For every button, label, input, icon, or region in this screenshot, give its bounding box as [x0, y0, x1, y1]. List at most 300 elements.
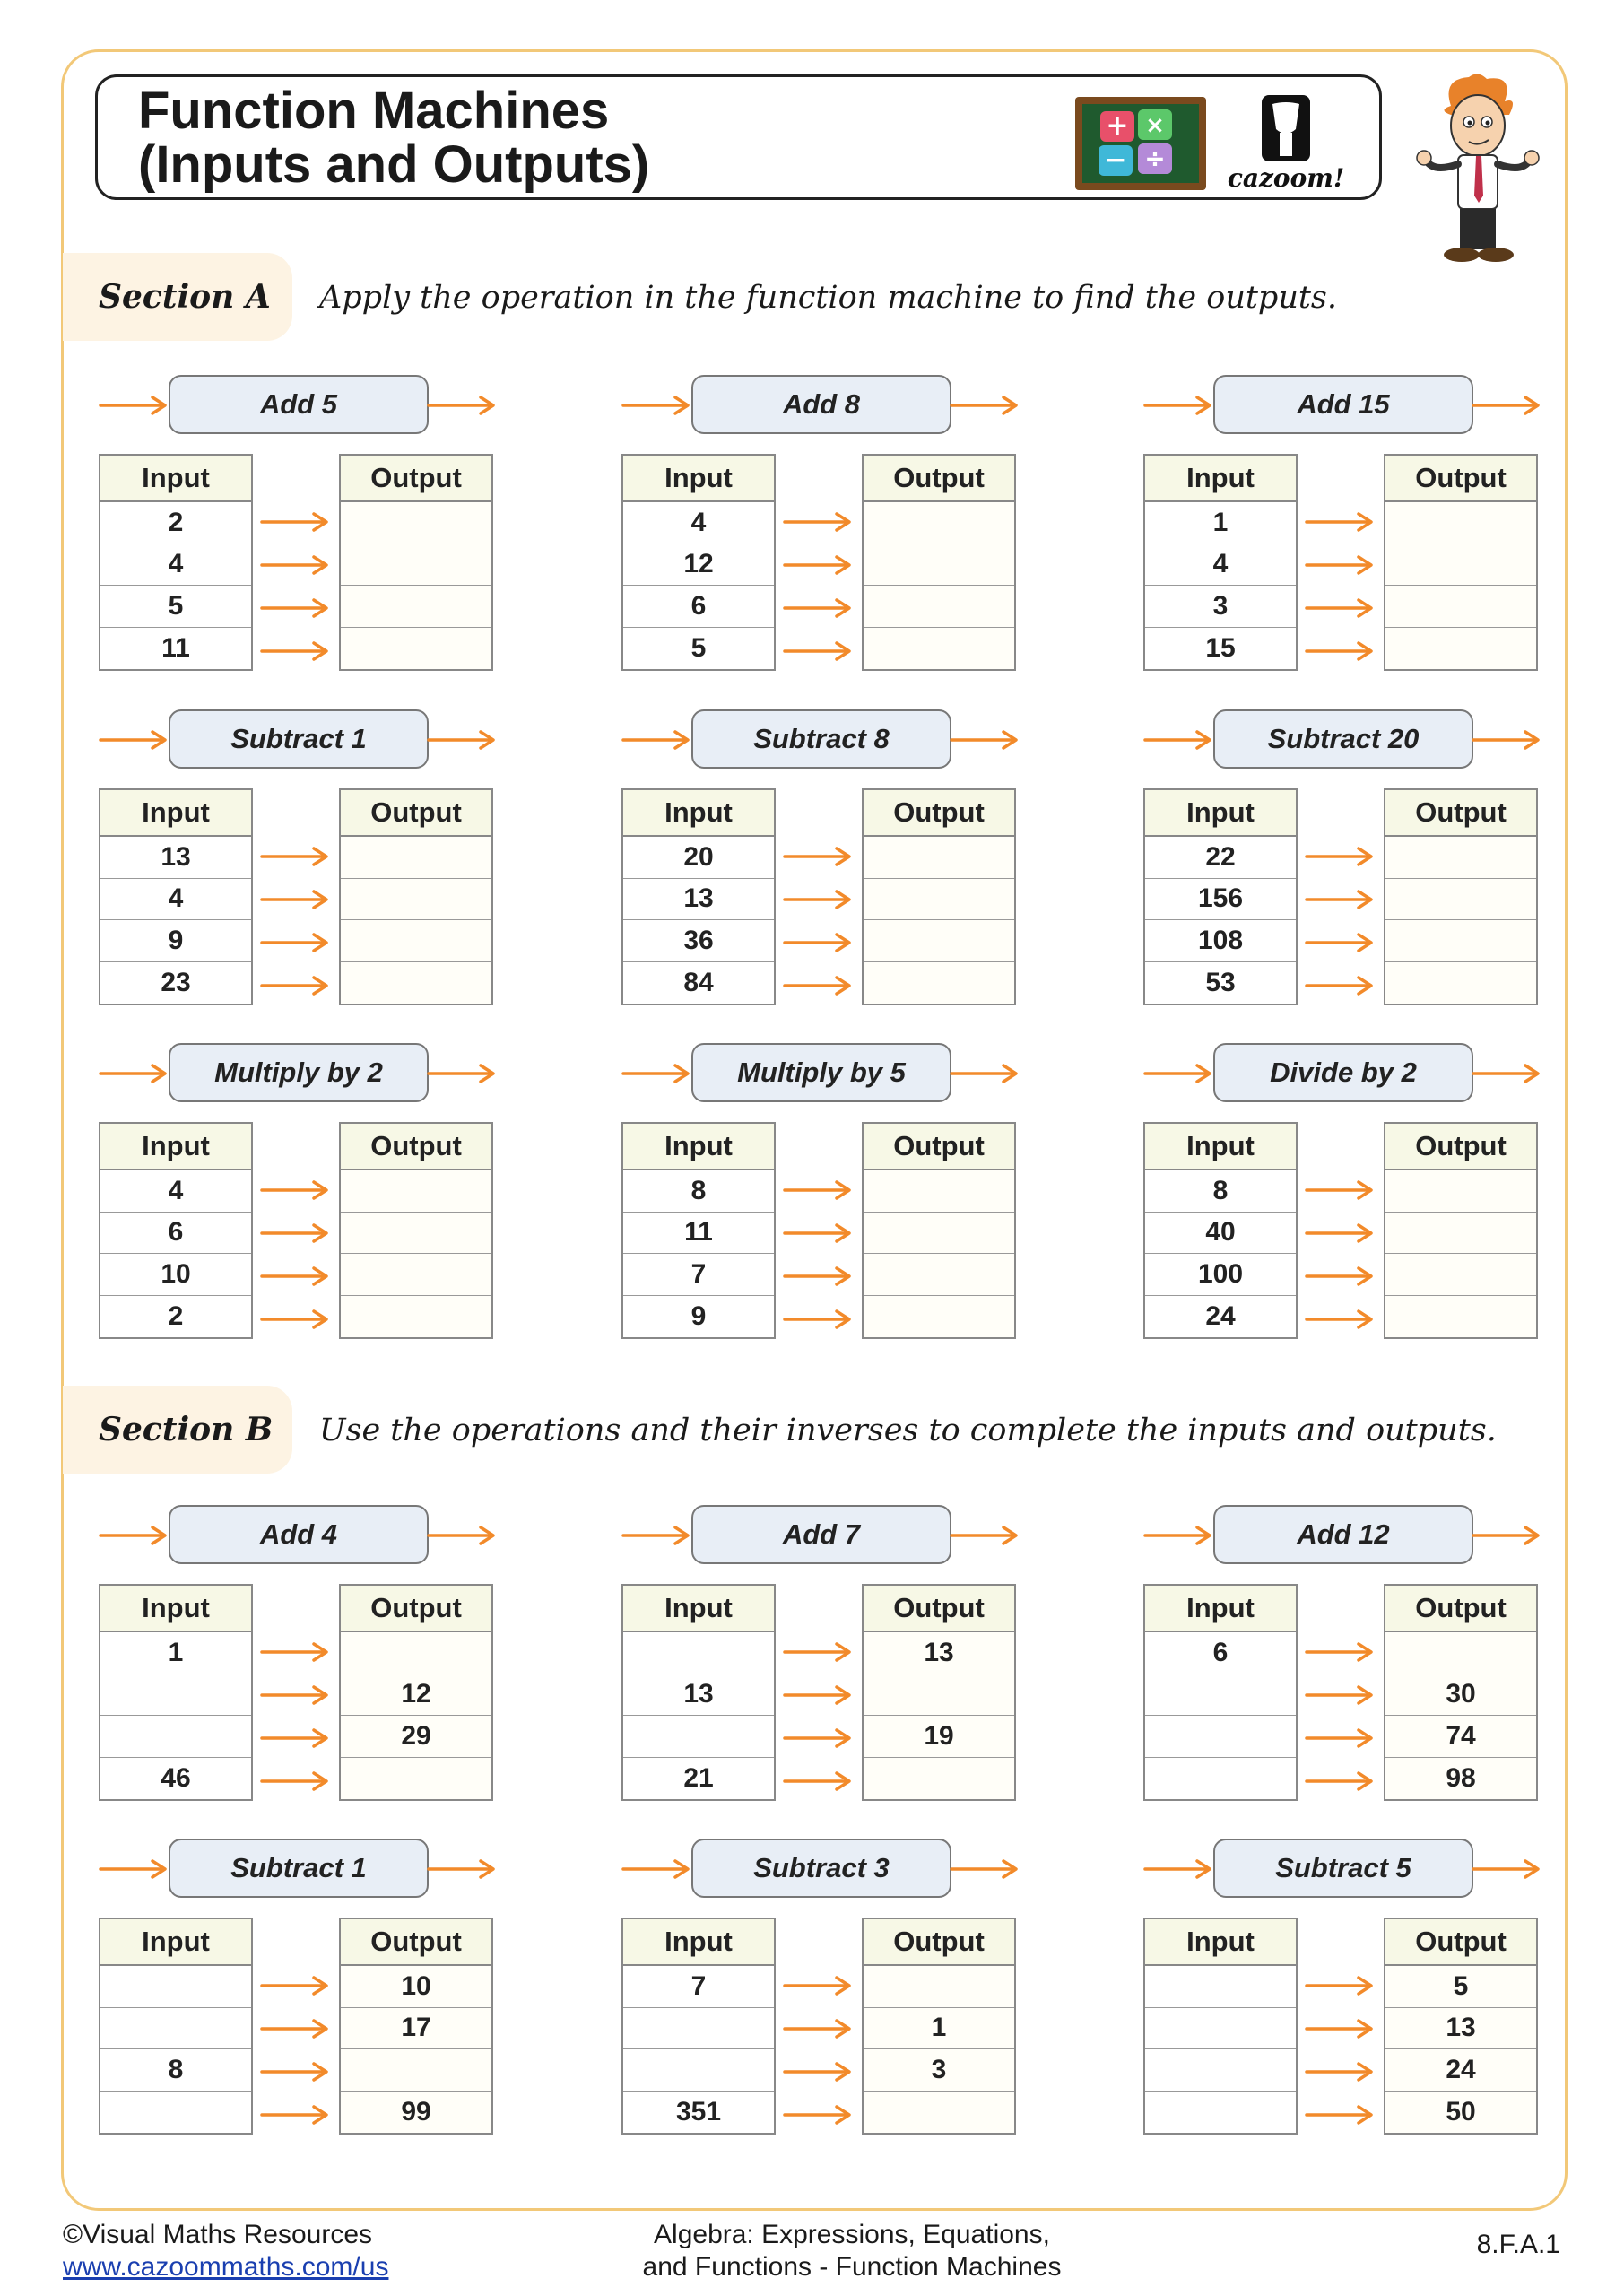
- footer-topic-line-1: Algebra: Expressions, Equations,: [654, 2220, 1050, 2249]
- input-cell: 53: [1145, 962, 1296, 1004]
- output-cell: 10: [341, 1966, 491, 2008]
- arrow-right-icon: [260, 1727, 330, 1749]
- arrow-right-icon: [1305, 554, 1375, 576]
- output-cell[interactable]: [864, 586, 1014, 628]
- output-table: [339, 1584, 493, 1801]
- output-cell[interactable]: [341, 544, 491, 587]
- input-table: [1143, 788, 1298, 1005]
- input-cell: 13: [100, 837, 251, 879]
- input-header: Input: [623, 456, 774, 502]
- output-cell: 30: [1385, 1674, 1536, 1717]
- output-cell: 98: [1385, 1758, 1536, 1800]
- output-cell: 19: [864, 1716, 1014, 1758]
- output-cell[interactable]: [1385, 1170, 1536, 1213]
- svg-text:−: −: [1104, 144, 1127, 176]
- operation-box: Subtract 1: [169, 1839, 429, 1898]
- output-header: Output: [1385, 790, 1536, 837]
- operation-box: Subtract 5: [1213, 1839, 1473, 1898]
- svg-text:+: +: [1106, 110, 1129, 142]
- arrow-right-icon: [260, 597, 330, 619]
- input-cell: 13: [623, 879, 774, 921]
- input-cell: 8: [100, 2049, 251, 2092]
- input-cell: 20: [623, 837, 774, 879]
- output-table: [339, 1122, 493, 1339]
- input-cell: 40: [1145, 1213, 1296, 1255]
- input-header: Input: [623, 1124, 774, 1170]
- arrow-right-icon: [260, 975, 330, 996]
- function-machine: [621, 709, 1025, 1005]
- arrow-right-icon: [783, 1222, 853, 1244]
- arrow-right-icon: [427, 1858, 499, 1880]
- function-machine: [621, 1839, 1025, 2135]
- operation-box: Add 7: [691, 1505, 951, 1564]
- arrow-right-icon: [1472, 729, 1543, 751]
- arrow-right-icon: [1305, 2018, 1375, 2039]
- input-header: Input: [100, 1919, 251, 1966]
- output-table: [1384, 454, 1538, 671]
- output-header: Output: [864, 790, 1014, 837]
- arrow-right-icon: [950, 729, 1021, 751]
- function-machine: [621, 375, 1025, 671]
- output-cell[interactable]: [864, 2092, 1014, 2134]
- arrow-right-icon: [783, 975, 853, 996]
- arrow-right-icon: [783, 640, 853, 662]
- input-cell: 24: [1145, 1296, 1296, 1338]
- arrow-right-icon: [950, 1525, 1021, 1546]
- output-cell[interactable]: [864, 1966, 1014, 2008]
- function-machine: [621, 1505, 1025, 1801]
- arrow-right-icon: [1305, 2061, 1375, 2083]
- function-machine: [99, 1043, 502, 1339]
- output-cell: 13: [1385, 2008, 1536, 2050]
- output-cell[interactable]: [1385, 1254, 1536, 1296]
- output-header: Output: [341, 1919, 491, 1966]
- output-header: Output: [864, 1124, 1014, 1170]
- input-cell: 100: [1145, 1254, 1296, 1296]
- function-machine: [1143, 709, 1547, 1005]
- arrow-right-icon: [99, 729, 170, 751]
- output-cell[interactable]: [341, 920, 491, 962]
- output-cell[interactable]: [864, 502, 1014, 544]
- input-cell[interactable]: [100, 1674, 251, 1717]
- arrow-right-icon: [1305, 975, 1375, 996]
- output-cell[interactable]: [864, 920, 1014, 962]
- operation-box: Divide by 2: [1213, 1043, 1473, 1102]
- input-table: [621, 788, 776, 1005]
- output-table: [862, 454, 1016, 671]
- arrow-right-icon: [99, 1525, 170, 1546]
- arrow-right-icon: [260, 2018, 330, 2039]
- arrow-right-icon: [1305, 1265, 1375, 1287]
- output-header: Output: [864, 1919, 1014, 1966]
- output-cell: 1: [864, 2008, 1014, 2050]
- output-cell[interactable]: [1385, 920, 1536, 962]
- title-line-1: Function Machines: [138, 82, 610, 140]
- output-cell: 50: [1385, 2092, 1536, 2134]
- arrow-right-icon: [1305, 1179, 1375, 1201]
- arrow-right-icon: [783, 1179, 853, 1201]
- output-cell: 3: [864, 2049, 1014, 2092]
- arrow-right-icon: [1305, 932, 1375, 953]
- input-cell: 4: [100, 544, 251, 587]
- function-machine: [1143, 1839, 1547, 2135]
- input-cell[interactable]: [623, 1716, 774, 1758]
- arrow-right-icon: [99, 1858, 170, 1880]
- arrow-right-icon: [1305, 1770, 1375, 1792]
- output-cell[interactable]: [864, 1254, 1014, 1296]
- svg-text:÷: ÷: [1144, 144, 1166, 173]
- output-cell[interactable]: [864, 837, 1014, 879]
- operation-box: Subtract 1: [169, 709, 429, 769]
- arrow-right-icon: [427, 1525, 499, 1546]
- input-header: Input: [1145, 456, 1296, 502]
- arrow-right-icon: [427, 729, 499, 751]
- input-cell[interactable]: [100, 2092, 251, 2134]
- input-header: Input: [100, 1586, 251, 1632]
- arrow-right-icon: [260, 846, 330, 867]
- input-cell: 4: [1145, 544, 1296, 587]
- output-cell[interactable]: [341, 2049, 491, 2092]
- arrow-right-icon: [260, 640, 330, 662]
- output-cell[interactable]: [341, 1758, 491, 1800]
- output-cell: 29: [341, 1716, 491, 1758]
- input-table: [621, 454, 776, 671]
- footer-topic-line-2: and Functions - Function Machines: [642, 2252, 1062, 2282]
- title-line-2: (Inputs and Outputs): [138, 135, 650, 194]
- function-machine: [99, 1505, 502, 1801]
- arrow-right-icon: [1472, 1858, 1543, 1880]
- arrow-right-icon: [99, 395, 170, 416]
- output-cell[interactable]: [864, 879, 1014, 921]
- footer-topic: [583, 2219, 1121, 2283]
- output-cell: 5: [1385, 1966, 1536, 2008]
- arrow-right-icon: [260, 511, 330, 533]
- input-table: [1143, 1122, 1298, 1339]
- footer-copyright: ©Visual Maths Resources: [63, 2220, 373, 2249]
- cazoom-logo: [1223, 93, 1349, 192]
- arrow-right-icon: [783, 2061, 853, 2083]
- arrow-right-icon: [783, 1265, 853, 1287]
- output-cell[interactable]: [864, 628, 1014, 670]
- function-machine: [99, 1839, 502, 2135]
- output-table: [862, 1584, 1016, 1801]
- output-cell[interactable]: [864, 1170, 1014, 1213]
- operation-box: Add 15: [1213, 375, 1473, 434]
- arrow-right-icon: [260, 2104, 330, 2126]
- arrow-right-icon: [621, 395, 693, 416]
- input-cell: 15: [1145, 628, 1296, 670]
- output-table: [1384, 1584, 1538, 1801]
- arrow-right-icon: [621, 1858, 693, 1880]
- operation-box: Subtract 8: [691, 709, 951, 769]
- operation-box: Add 5: [169, 375, 429, 434]
- input-table: [99, 454, 253, 671]
- arrow-right-icon: [783, 1770, 853, 1792]
- input-cell: 351: [623, 2092, 774, 2134]
- output-cell[interactable]: [1385, 586, 1536, 628]
- input-cell: 6: [1145, 1632, 1296, 1674]
- output-header: Output: [1385, 1124, 1536, 1170]
- input-cell: 12: [623, 544, 774, 587]
- output-table: [1384, 1918, 1538, 2135]
- output-cell[interactable]: [1385, 1213, 1536, 1255]
- arrow-right-icon: [260, 1179, 330, 1201]
- output-table: [862, 1918, 1016, 2135]
- output-cell[interactable]: [1385, 837, 1536, 879]
- output-header: Output: [1385, 1919, 1536, 1966]
- section-a-tab: [63, 253, 292, 341]
- input-table: [99, 1584, 253, 1801]
- arrow-right-icon: [950, 395, 1021, 416]
- output-cell[interactable]: [341, 879, 491, 921]
- output-cell[interactable]: [1385, 879, 1536, 921]
- input-header: Input: [100, 456, 251, 502]
- arrow-right-icon: [1305, 1222, 1375, 1244]
- arrow-right-icon: [1305, 597, 1375, 619]
- output-cell: 17: [341, 2008, 491, 2050]
- input-cell: 5: [623, 628, 774, 670]
- input-cell: 2: [100, 502, 251, 544]
- footer-standard-code: 8.F.A.1: [1476, 2230, 1560, 2259]
- output-table: [339, 454, 493, 671]
- arrow-right-icon: [1305, 1727, 1375, 1749]
- input-cell[interactable]: [623, 1632, 774, 1674]
- input-cell: 36: [623, 920, 774, 962]
- arrow-right-icon: [260, 1770, 330, 1792]
- arrow-right-icon: [1143, 729, 1215, 751]
- function-machine: [99, 709, 502, 1005]
- function-machine: [99, 375, 502, 671]
- operation-box: Subtract 20: [1213, 709, 1473, 769]
- arrow-right-icon: [1143, 395, 1215, 416]
- arrow-right-icon: [783, 1309, 853, 1330]
- input-cell[interactable]: [100, 2008, 251, 2050]
- arrow-right-icon: [783, 932, 853, 953]
- output-cell[interactable]: [341, 1213, 491, 1255]
- arrow-right-icon: [260, 1265, 330, 1287]
- output-cell: 74: [1385, 1716, 1536, 1758]
- input-table: [99, 1122, 253, 1339]
- arrow-right-icon: [1305, 640, 1375, 662]
- arrow-right-icon: [783, 1684, 853, 1706]
- input-cell: 22: [1145, 837, 1296, 879]
- output-cell[interactable]: [1385, 1632, 1536, 1674]
- output-cell[interactable]: [864, 1213, 1014, 1255]
- input-cell: 8: [623, 1170, 774, 1213]
- output-cell: 24: [1385, 2049, 1536, 2092]
- output-cell[interactable]: [341, 962, 491, 1004]
- arrow-right-icon: [1143, 1063, 1215, 1084]
- arrow-right-icon: [783, 597, 853, 619]
- input-cell: 1: [100, 1632, 251, 1674]
- input-cell[interactable]: [623, 2049, 774, 2092]
- output-cell[interactable]: [341, 1632, 491, 1674]
- input-cell: 11: [100, 628, 251, 670]
- output-header: Output: [1385, 1586, 1536, 1632]
- output-cell[interactable]: [341, 628, 491, 670]
- arrow-right-icon: [260, 1222, 330, 1244]
- input-header: Input: [623, 1919, 774, 1966]
- arrow-right-icon: [783, 554, 853, 576]
- output-header: Output: [341, 790, 491, 837]
- input-table: [1143, 454, 1298, 671]
- input-cell: 7: [623, 1966, 774, 2008]
- arrow-right-icon: [1472, 1525, 1543, 1546]
- mascot-illustration: [1415, 70, 1541, 267]
- input-cell[interactable]: [1145, 1716, 1296, 1758]
- output-header: Output: [864, 1586, 1014, 1632]
- arrow-right-icon: [950, 1063, 1021, 1084]
- output-cell[interactable]: [1385, 628, 1536, 670]
- section-a-label: Section A: [99, 278, 271, 316]
- input-table: [99, 1918, 253, 2135]
- arrow-right-icon: [260, 889, 330, 910]
- arrow-right-icon: [427, 395, 499, 416]
- input-cell: 10: [100, 1254, 251, 1296]
- output-cell[interactable]: [341, 1170, 491, 1213]
- arrow-right-icon: [99, 1063, 170, 1084]
- arrow-right-icon: [783, 511, 853, 533]
- section-b-instruction: Use the operations and their inverses to complete the inputs and outputs.: [319, 1413, 1497, 1448]
- input-cell: 1: [1145, 502, 1296, 544]
- input-cell: 6: [623, 586, 774, 628]
- arrow-right-icon: [1472, 1063, 1543, 1084]
- output-cell[interactable]: [864, 962, 1014, 1004]
- input-table: [1143, 1584, 1298, 1801]
- input-cell: 2: [100, 1296, 251, 1338]
- arrow-right-icon: [260, 1641, 330, 1663]
- operation-box: Subtract 3: [691, 1839, 951, 1898]
- section-a-instruction: Apply the operation in the function machine to find the outputs.: [319, 280, 1338, 316]
- input-cell: 11: [623, 1213, 774, 1255]
- input-table: [621, 1584, 776, 1801]
- input-cell: 156: [1145, 879, 1296, 921]
- output-cell: 99: [341, 2092, 491, 2134]
- input-cell[interactable]: [1145, 2049, 1296, 2092]
- arrow-right-icon: [427, 1063, 499, 1084]
- arrow-right-icon: [1305, 1684, 1375, 1706]
- arrow-right-icon: [260, 1309, 330, 1330]
- arrow-right-icon: [1143, 1858, 1215, 1880]
- input-header: Input: [1145, 1919, 1296, 1966]
- output-cell[interactable]: [1385, 502, 1536, 544]
- output-header: Output: [341, 456, 491, 502]
- output-header: Output: [341, 1124, 491, 1170]
- logo-text: cazoom!: [1227, 163, 1345, 193]
- input-cell[interactable]: [100, 1716, 251, 1758]
- output-cell[interactable]: [864, 1758, 1014, 1800]
- arrow-right-icon: [783, 2018, 853, 2039]
- output-cell[interactable]: [1385, 1296, 1536, 1338]
- arrow-right-icon: [621, 1063, 693, 1084]
- output-cell[interactable]: [1385, 544, 1536, 587]
- output-cell[interactable]: [864, 544, 1014, 587]
- function-machine: [1143, 1505, 1547, 1801]
- output-table: [862, 788, 1016, 1005]
- input-cell: 4: [100, 1170, 251, 1213]
- output-table: [862, 1122, 1016, 1339]
- output-table: [339, 788, 493, 1005]
- input-cell[interactable]: [1145, 1758, 1296, 1800]
- output-cell[interactable]: [341, 502, 491, 544]
- output-cell[interactable]: [341, 1254, 491, 1296]
- function-machine: [1143, 1043, 1547, 1339]
- output-table: [1384, 1122, 1538, 1339]
- output-cell: 13: [864, 1632, 1014, 1674]
- input-cell: 46: [100, 1758, 251, 1800]
- footer-copyright-block: [63, 2219, 388, 2283]
- output-header: Output: [341, 1586, 491, 1632]
- arrow-right-icon: [783, 1727, 853, 1749]
- input-cell: 4: [623, 502, 774, 544]
- output-cell[interactable]: [864, 1296, 1014, 1338]
- arrow-right-icon: [783, 1641, 853, 1663]
- arrow-right-icon: [950, 1858, 1021, 1880]
- input-cell[interactable]: [1145, 1674, 1296, 1717]
- input-header: Input: [623, 790, 774, 837]
- arrow-right-icon: [1305, 1975, 1375, 1996]
- input-cell[interactable]: [623, 2008, 774, 2050]
- arrow-right-icon: [260, 1684, 330, 1706]
- input-cell: 9: [100, 920, 251, 962]
- arrow-right-icon: [260, 554, 330, 576]
- input-cell[interactable]: [1145, 2008, 1296, 2050]
- arrow-right-icon: [621, 1525, 693, 1546]
- input-cell: 8: [1145, 1170, 1296, 1213]
- svg-text:×: ×: [1145, 112, 1165, 139]
- output-header: Output: [1385, 456, 1536, 502]
- arrow-right-icon: [1472, 395, 1543, 416]
- section-b-label: Section B: [99, 1411, 274, 1448]
- input-cell: 7: [623, 1254, 774, 1296]
- footer-website-link[interactable]: www.cazoommaths.com/us: [63, 2252, 389, 2282]
- title-box: [95, 74, 1382, 200]
- operation-box: Add 8: [691, 375, 951, 434]
- arrow-right-icon: [1305, 1309, 1375, 1330]
- input-cell: 4: [100, 879, 251, 921]
- input-cell[interactable]: [1145, 1966, 1296, 2008]
- input-table: [99, 788, 253, 1005]
- input-cell: 9: [623, 1296, 774, 1338]
- input-header: Input: [1145, 1586, 1296, 1632]
- drum-icon: [1255, 93, 1317, 163]
- input-cell[interactable]: [100, 1966, 251, 2008]
- chalkboard-icon: [1073, 95, 1208, 192]
- output-table: [1384, 788, 1538, 1005]
- function-machine: [621, 1043, 1025, 1339]
- section-b-tab: [63, 1386, 292, 1474]
- input-cell: 21: [623, 1758, 774, 1800]
- arrow-right-icon: [1305, 1641, 1375, 1663]
- output-cell[interactable]: [864, 1674, 1014, 1717]
- input-table: [621, 1918, 776, 2135]
- arrow-right-icon: [621, 729, 693, 751]
- output-cell[interactable]: [341, 586, 491, 628]
- arrow-right-icon: [1305, 2104, 1375, 2126]
- output-cell[interactable]: [1385, 962, 1536, 1004]
- operation-box: Multiply by 5: [691, 1043, 951, 1102]
- input-cell[interactable]: [1145, 2092, 1296, 2134]
- input-cell: 13: [623, 1674, 774, 1717]
- output-cell[interactable]: [341, 1296, 491, 1338]
- arrow-right-icon: [783, 846, 853, 867]
- arrow-right-icon: [783, 1975, 853, 1996]
- input-cell: 5: [100, 586, 251, 628]
- operation-box: Add 4: [169, 1505, 429, 1564]
- arrow-right-icon: [260, 2061, 330, 2083]
- output-cell[interactable]: [341, 837, 491, 879]
- input-table: [621, 1122, 776, 1339]
